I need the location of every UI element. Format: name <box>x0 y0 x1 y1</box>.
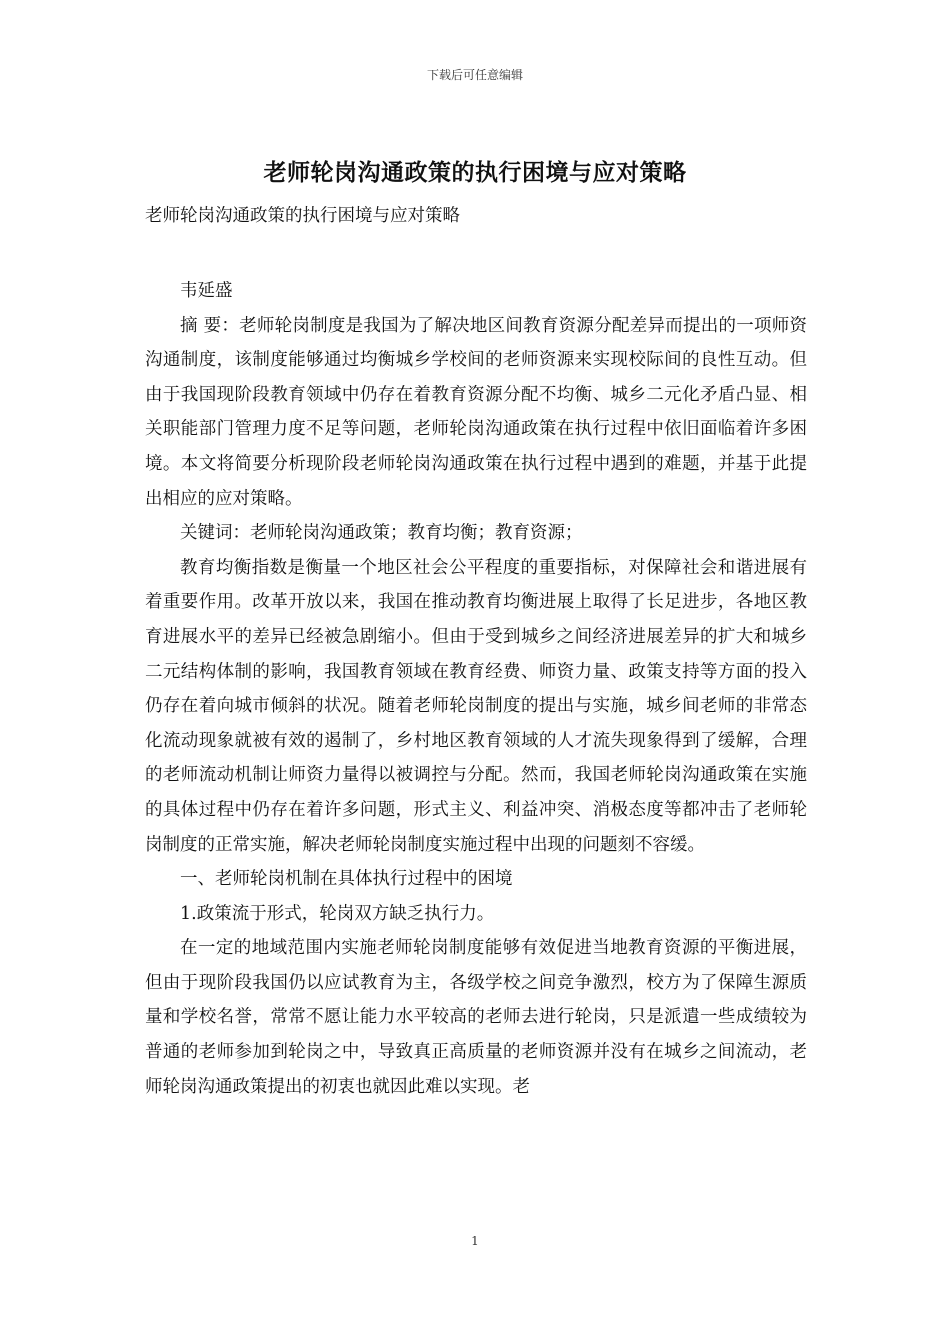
keywords-paragraph: 关键词：老师轮岗沟通政策；教育均衡；教育资源； <box>180 523 583 544</box>
subsection-heading: 1.政策流于形式，轮岗双方缺乏执行力。 <box>180 903 495 924</box>
section-heading: 一、老师轮岗机制在具体执行过程中的困境 <box>180 869 513 890</box>
page-number: 1 <box>471 1234 479 1248</box>
document-subtitle: 老师轮岗沟通政策的执行困境与应对策略 <box>145 206 460 226</box>
document-body <box>145 274 807 1104</box>
document-title: 老师轮岗沟通政策的执行困境与应对策略 <box>263 159 687 186</box>
abstract-paragraph: 摘 要：老师轮岗制度是我国为了解决地区间教育资源分配差异而提出的一项师资沟通制度，该制度能够通过均衡城乡学校间的老师资源来实现校际间的良性互动。但由于我国现阶段教育领域中仍存在着教育资源分配不均衡、城乡二元化矛盾凸显、相关职能部门管理力度不足等问题，老师轮岗沟通政策在执行过程中依旧面临着许多困境。本文将简要分析现阶段老师轮岗沟通政策在执行过程中遇到的难题，并基于此提出相应的应对策略。 <box>145 315 807 509</box>
page-header-note: 下载后可任意编辑 <box>426 68 523 82</box>
body-paragraph: 教育均衡指数是衡量一个地区社会公平程度的重要指标，对保障社会和谐进展有着重要作用。改革开放以来，我国在推动教育均衡进展上取得了长足进步，各地区教育进展水平的差异已经被急剧缩小。但由于受到城乡之间经济进展差异的扩大和城乡二元结构体制的影响，我国教育领域在教育经费、师资力量、政策支持等方面的投入仍存在着向城市倾斜的状况。随着老师轮岗制度的提出与实施，城乡间老师的非常态化流动现象就被有效的遏制了，乡村地区教育领域的人才流失现象得到了缓解，合理的老师流动机制让师资力量得以被调控与分配。然而，我国老师轮岗沟通政策在实施的具体过程中仍存在着许多问题，形式主义、利益冲突、消极态度等都冲击了老师轮岗制度的正常实施，解决老师轮岗制度实施过程中出现的问题刻不容缓。 <box>145 557 807 855</box>
body-paragraph: 在一定的地域范围内实施老师轮岗制度能够有效促进当地教育资源的平衡进展，但由于现阶段我国仍以应试教育为主，各级学校之间竞争激烈，校方为了保障生源质量和学校名誉，常常不愿让能力水平较高的老师去进行轮岗，只是派遣一些成绩较为普通的老师参加到轮岗之中，导致真正高质量的老师资源并没有在城乡之间流动，老师轮岗沟通政策提出的初衷也就因此难以实现。老 <box>145 938 807 1097</box>
author-name: 韦延盛 <box>180 281 233 301</box>
